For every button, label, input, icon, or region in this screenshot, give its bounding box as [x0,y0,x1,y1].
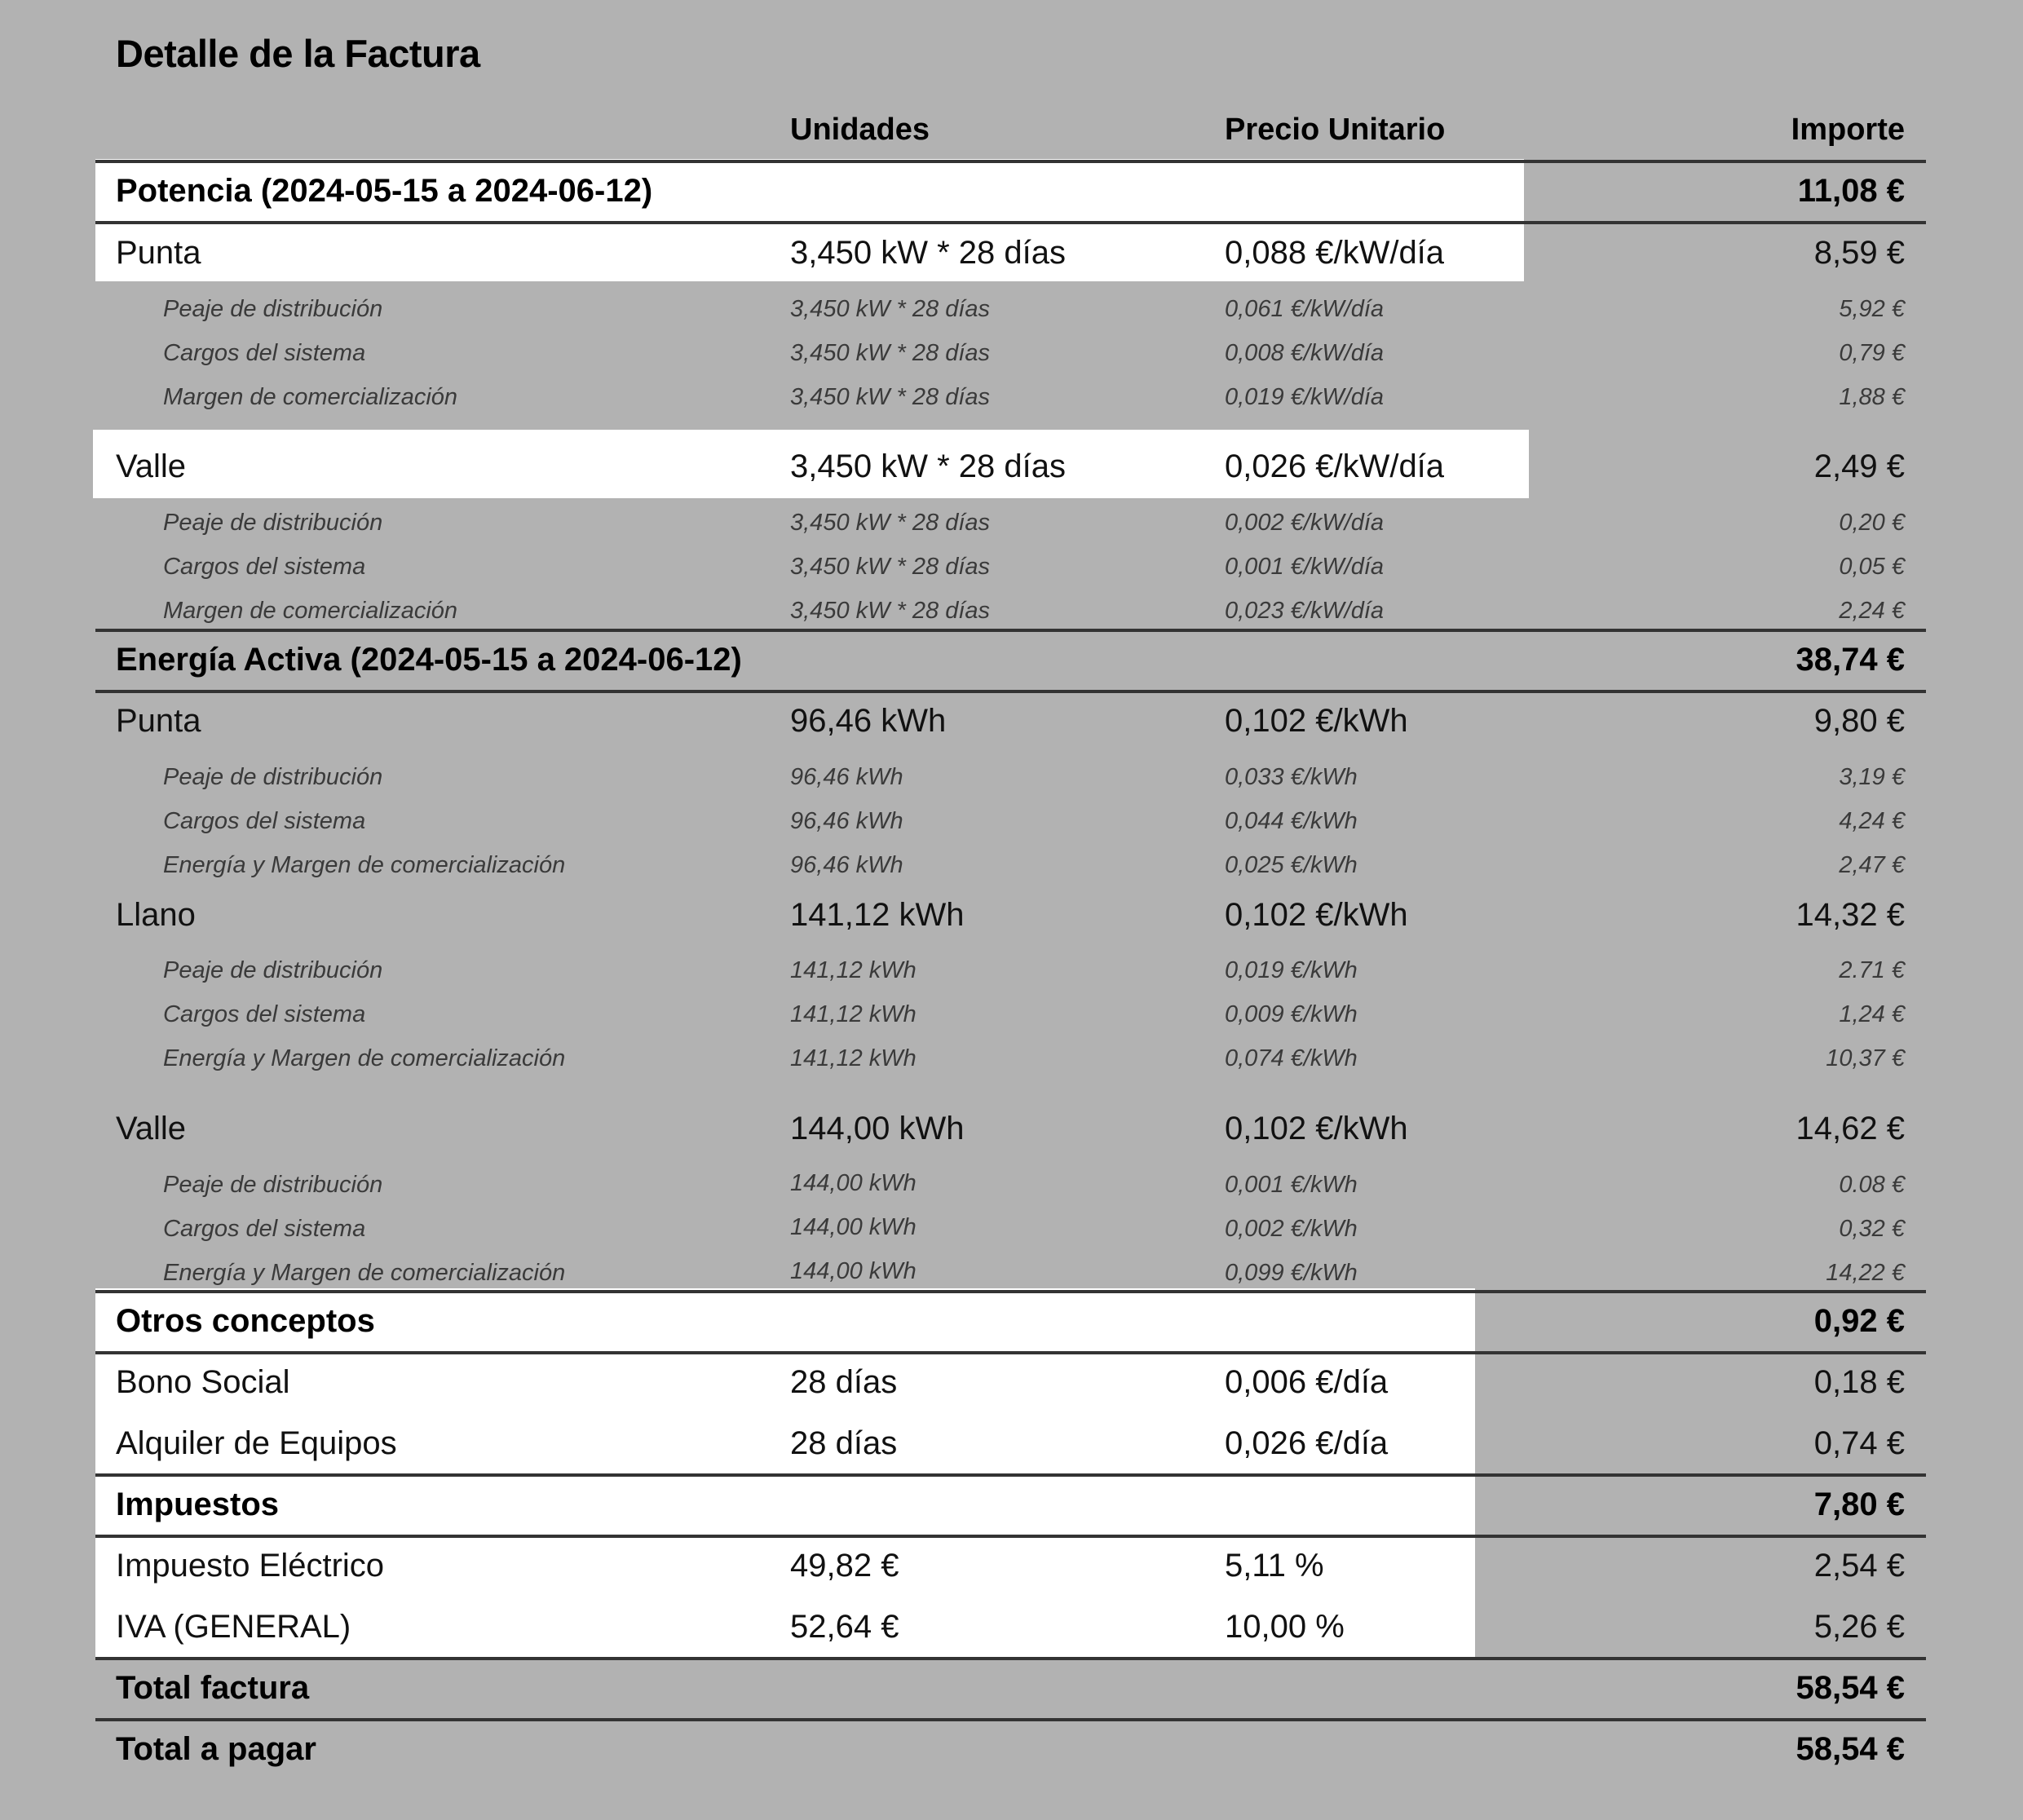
subrow-price: 0,033 €/kWh [1225,764,1358,790]
subrow-amount: 1,88 € [1839,384,1905,410]
subrow-label: Cargos del sistema [163,340,366,366]
subrow-amount: 10,37 € [1826,1045,1905,1071]
subrow-amount: 0,05 € [1839,554,1905,580]
subrow-price: 0,044 €/kWh [1225,808,1358,834]
row-amount: 0,74 € [1813,1425,1905,1461]
subrow-units: 3,450 kW * 28 días [790,510,991,536]
subrow-label: Cargos del sistema [163,808,366,834]
subrow-amount: 2,47 € [1839,852,1905,878]
subrow-label: Energía y Margen de comercialización [163,1260,566,1286]
subrow-units: 3,450 kW * 28 días [790,296,991,322]
subrow-label: Peaje de distribución [163,1172,383,1198]
row-units: 3,450 kW * 28 días [790,235,1066,271]
row-label: Valle [116,448,186,484]
subrow-price: 0,002 €/kW/día [1225,510,1385,536]
section-total-otros: 0,92 € [1813,1303,1905,1339]
total-a-pagar-amount: 58,54 € [1796,1731,1905,1767]
subrow-label: Energía y Margen de comercialización [163,1045,566,1071]
subrow-price: 0,001 €/kWh [1225,1172,1358,1198]
subrow-label: Cargos del sistema [163,554,366,580]
row-label: Alquiler de Equipos [116,1425,397,1461]
divider [95,1290,1926,1293]
subrow-amount: 2.71 € [1839,957,1905,983]
row-amount: 14,62 € [1796,1111,1905,1146]
row-amount: 9,80 € [1813,703,1905,739]
subrow-units: 3,450 kW * 28 días [790,384,991,410]
subrow-label: Peaje de distribución [163,957,383,983]
divider [95,1718,1926,1721]
row-amount: 2,49 € [1813,448,1905,484]
subrow-price: 0,008 €/kW/día [1225,340,1385,366]
row-amount: 5,26 € [1813,1609,1905,1645]
subrow-price: 0,001 €/kW/día [1225,554,1385,580]
subrow-amount: 2,24 € [1839,598,1905,624]
subrow-amount: 1,24 € [1839,1001,1905,1027]
subrow-units: 141,12 kWh [790,1045,917,1071]
subrow-units: 144,00 kWh [790,1170,917,1196]
row-amount: 14,32 € [1796,897,1905,933]
row-price: 10,00 % [1225,1609,1345,1645]
row-units: 49,82 € [790,1548,899,1584]
subrow-amount: 0.08 € [1839,1172,1905,1198]
row-amount: 2,54 € [1813,1548,1905,1584]
subrow-label: Peaje de distribución [163,510,383,536]
column-header-units: Unidades [790,113,930,147]
subrow-units: 141,12 kWh [790,1001,917,1027]
subrow-price: 0,025 €/kWh [1225,852,1358,878]
divider [95,1657,1926,1660]
subrow-units: 96,46 kWh [790,808,903,834]
subrow-price: 0,009 €/kWh [1225,1001,1358,1027]
subrow-units: 144,00 kWh [790,1258,917,1284]
row-units: 141,12 kWh [790,897,965,933]
subrow-amount: 0,20 € [1839,510,1905,536]
column-header-unit-price: Precio Unitario [1225,113,1446,147]
row-units: 28 días [790,1425,898,1461]
subrow-units: 141,12 kWh [790,957,917,983]
section-title-otros: Otros conceptos [116,1303,375,1339]
subrow-label: Cargos del sistema [163,1216,366,1242]
subrow-price: 0,099 €/kWh [1225,1260,1358,1286]
subrow-label: Margen de comercialización [163,598,458,624]
divider [95,221,1926,224]
row-label: Llano [116,897,196,933]
total-a-pagar-label: Total a pagar [116,1731,316,1767]
subrow-amount: 5,92 € [1839,296,1905,322]
subrow-price: 0,061 €/kW/día [1225,296,1385,322]
subrow-price: 0,002 €/kWh [1225,1216,1358,1242]
subrow-units: 96,46 kWh [790,852,903,878]
subrow-units: 144,00 kWh [790,1214,917,1240]
section-title-impuestos: Impuestos [116,1486,280,1522]
subrow-amount: 0,79 € [1839,340,1905,366]
section-title-energia: Energía Activa (2024-05-15 a 2024-06-12) [116,642,742,678]
subrow-amount: 0,32 € [1839,1216,1905,1242]
row-units: 3,450 kW * 28 días [790,448,1066,484]
row-amount: 0,18 € [1813,1364,1905,1400]
row-price: 0,026 €/día [1225,1425,1389,1461]
subrow-amount: 4,24 € [1839,808,1905,834]
row-units: 52,64 € [790,1609,899,1645]
page-title: Detalle de la Factura [116,32,480,75]
row-units: 144,00 kWh [790,1111,965,1146]
row-price: 0,026 €/kW/día [1225,448,1445,484]
row-price: 0,006 €/día [1225,1364,1389,1400]
section-total-impuestos: 7,80 € [1813,1486,1905,1522]
row-price: 0,102 €/kWh [1225,897,1408,933]
subrow-amount: 14,22 € [1826,1260,1905,1286]
divider [95,1351,1926,1354]
row-units: 96,46 kWh [790,703,947,739]
row-units: 28 días [790,1364,898,1400]
row-label: Impuesto Eléctrico [116,1548,385,1584]
total-factura-label: Total factura [116,1670,310,1706]
row-amount: 8,59 € [1813,235,1905,271]
subrow-label: Cargos del sistema [163,1001,366,1027]
subrow-label: Peaje de distribución [163,296,383,322]
subrow-units: 3,450 kW * 28 días [790,598,991,624]
section-title-potencia: Potencia (2024-05-15 a 2024-06-12) [116,173,653,209]
row-price: 0,088 €/kW/día [1225,235,1445,271]
row-price: 0,102 €/kWh [1225,1111,1408,1146]
divider [95,690,1926,693]
row-label: IVA (GENERAL) [116,1609,351,1645]
subrow-price: 0,019 €/kW/día [1225,384,1385,410]
divider [95,1473,1926,1477]
subrow-price: 0,074 €/kWh [1225,1045,1358,1071]
subrow-label: Peaje de distribución [163,764,383,790]
row-price: 0,102 €/kWh [1225,703,1408,739]
divider [95,629,1926,632]
row-price: 5,11 % [1225,1548,1324,1584]
row-label: Bono Social [116,1364,290,1400]
row-label: Punta [116,235,201,271]
subrow-units: 3,450 kW * 28 días [790,554,991,580]
subrow-units: 3,450 kW * 28 días [790,340,991,366]
subrow-units: 96,46 kWh [790,764,903,790]
subrow-label: Energía y Margen de comercialización [163,852,566,878]
divider [95,160,1926,163]
section-total-energia: 38,74 € [1796,642,1905,678]
column-header-amount: Importe [1791,113,1905,147]
section-total-potencia: 11,08 € [1797,173,1905,209]
subrow-price: 0,023 €/kW/día [1225,598,1385,624]
subrow-label: Margen de comercialización [163,384,458,410]
row-label: Valle [116,1111,186,1146]
row-label: Punta [116,703,201,739]
subrow-price: 0,019 €/kWh [1225,957,1358,983]
total-factura-amount: 58,54 € [1796,1670,1905,1706]
subrow-amount: 3,19 € [1839,764,1905,790]
divider [95,1535,1926,1538]
